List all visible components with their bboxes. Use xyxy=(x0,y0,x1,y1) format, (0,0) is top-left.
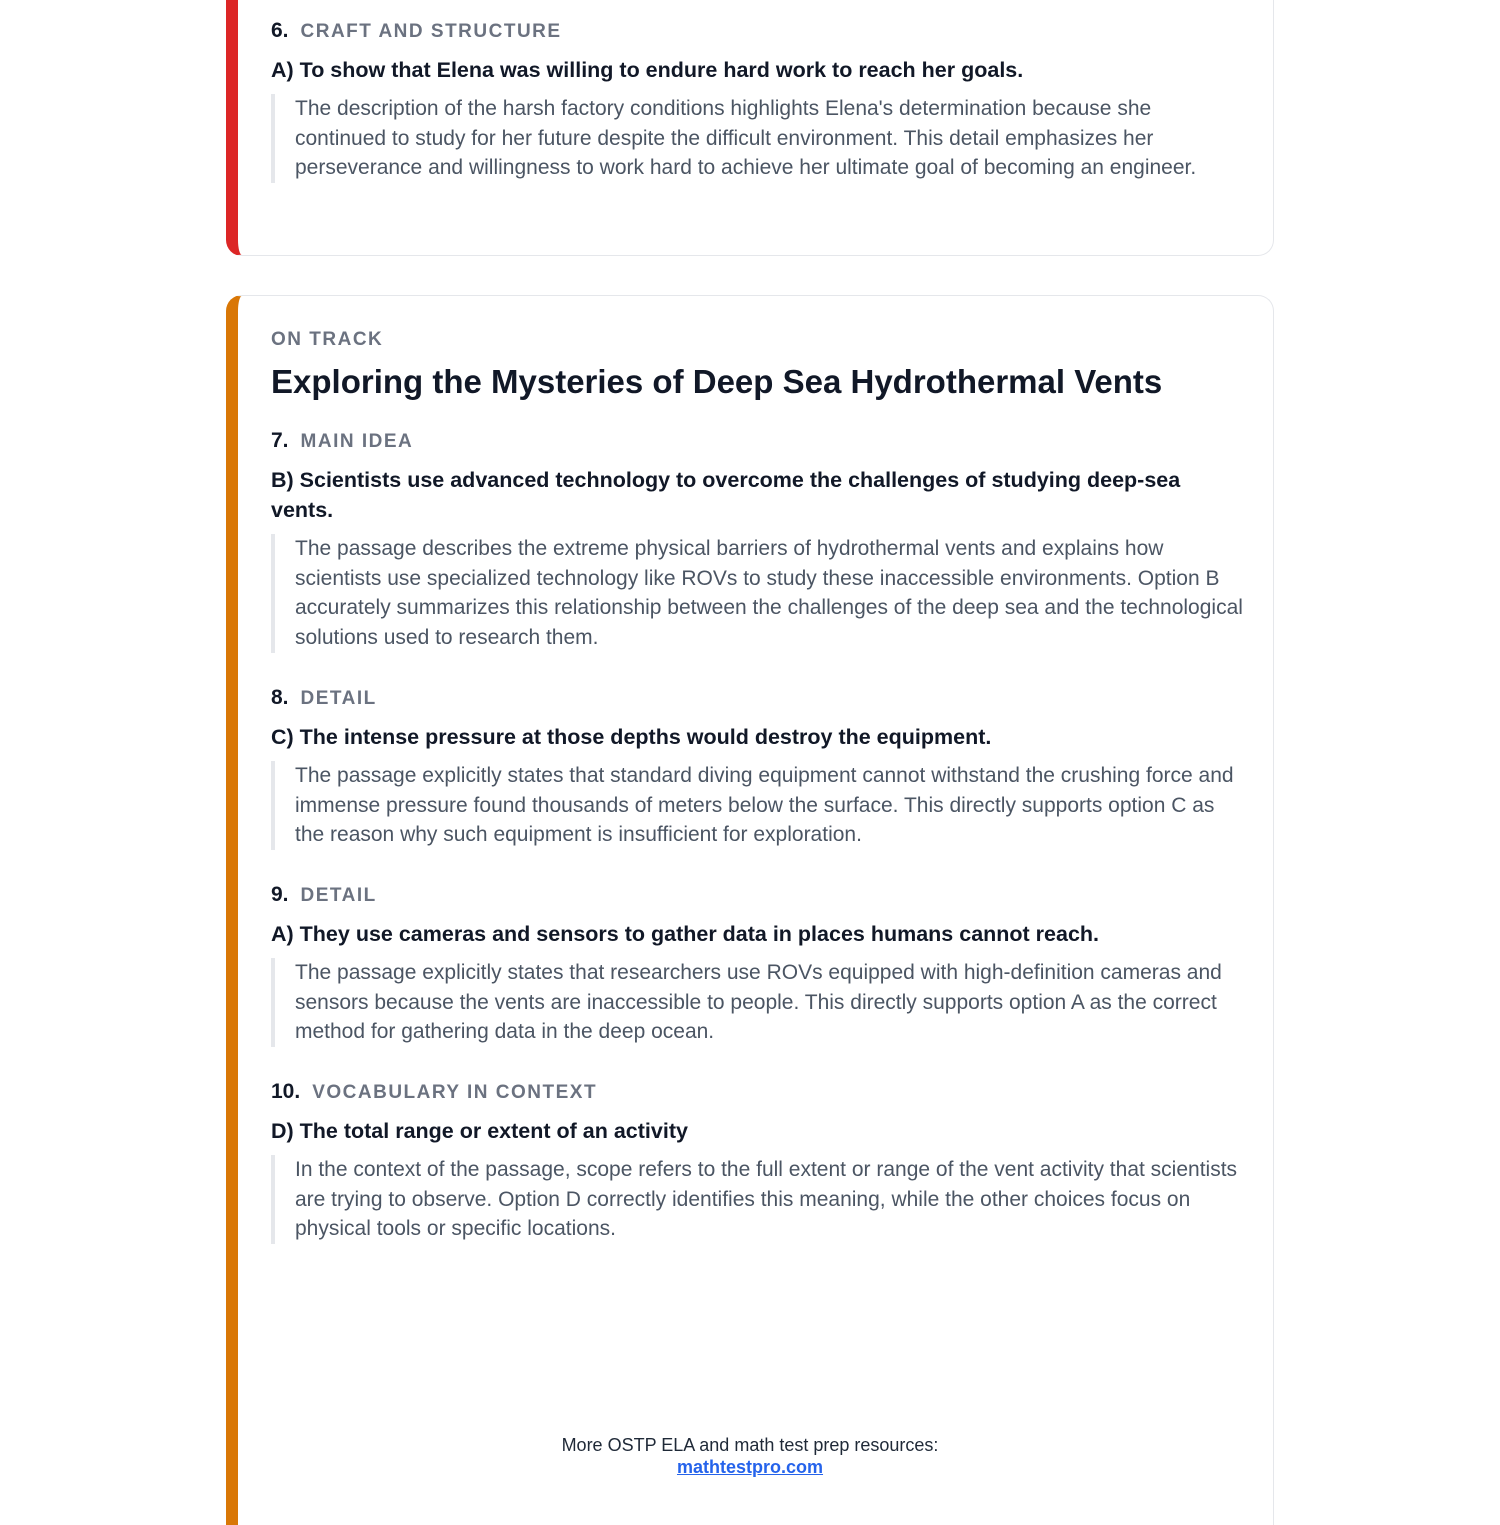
question-header xyxy=(271,428,1243,455)
question-header xyxy=(271,1079,1243,1106)
question-header xyxy=(271,18,1243,45)
question-number: 10. xyxy=(271,1080,301,1104)
question-type: VOCABULARY IN CONTEXT xyxy=(312,1082,598,1104)
answer-explanation: The passage describes the extreme physical barriers of hydrothermal vents and explains how scientists use specialized technology like ROVs to study these inaccessible environments. Option B accurately summarizes this relationship between the challenges of the deep sea and the technological solutions used to research them. xyxy=(271,534,1243,653)
question-6 xyxy=(271,18,1243,183)
question-header xyxy=(271,882,1243,909)
page-footer xyxy=(0,1434,1500,1478)
correct-answer: A) To show that Elena was willing to endure hard work to reach her goals. xyxy=(271,58,1024,82)
correct-answer: D) The total range or extent of an activity xyxy=(271,1119,688,1144)
question-type: DETAIL xyxy=(300,884,377,906)
answer-explanation: The passage explicitly states that standard diving equipment cannot withstand the crushing force and immense pressure found thousands of meters below the surface. This directly supports option C as the reason why such equipment is insufficient for exploration. xyxy=(271,761,1243,850)
level-label: ON TRACK xyxy=(271,329,384,350)
answer-explanation: The passage explicitly states that researchers use ROVs equipped with high-definition cameras and sensors because the vents are inaccessible to people. This directly supports option A as the correct method for gathering data in the deep ocean. xyxy=(271,958,1243,1047)
passage-title: Exploring the Mysteries of Deep Sea Hydrothermal Vents xyxy=(271,363,1163,400)
correct-answer: C) The intense pressure at those depths would destroy the equipment. xyxy=(271,724,992,749)
question-7 xyxy=(271,428,1243,653)
footer-link[interactable]: mathtestpro.com xyxy=(676,1457,824,1477)
answer-explanation: In the context of the passage, scope refers to the full extent or range of the vent activity that scientists are trying to observe. Option D correctly identifies this meaning, while the other choices focus on physical tools or specific locations. xyxy=(271,1155,1243,1244)
answer-card-previous xyxy=(226,0,1274,256)
footer-text: More OSTP ELA and math test prep resources: xyxy=(561,1435,939,1455)
question-number: 8. xyxy=(271,685,289,709)
question-type: MAIN IDEA xyxy=(300,431,414,452)
question-9 xyxy=(271,882,1243,1047)
answer-explanation: The description of the harsh factory conditions highlights Elena's determination because she continued to study for her future despite the difficult environment. This detail emphasizes her perseverance and willingness to work hard to achieve her ultimate goal of becoming an engineer. xyxy=(271,94,1243,183)
question-type: DETAIL xyxy=(300,687,377,709)
question-type: CRAFT AND STRUCTURE xyxy=(300,21,562,42)
question-number: 7. xyxy=(271,429,289,452)
question-number: 9. xyxy=(271,882,289,906)
question-8 xyxy=(271,685,1243,850)
correct-answer: A) They use cameras and sensors to gather data in places humans cannot reach. xyxy=(271,921,1100,946)
question-header xyxy=(271,685,1243,712)
correct-answer: B) Scientists use advanced technology to overcome the challenges of studying deep-sea vents. xyxy=(271,468,1181,522)
question-number: 6. xyxy=(271,19,289,42)
question-10 xyxy=(271,1079,1243,1244)
answer-card-passage xyxy=(226,295,1274,1525)
